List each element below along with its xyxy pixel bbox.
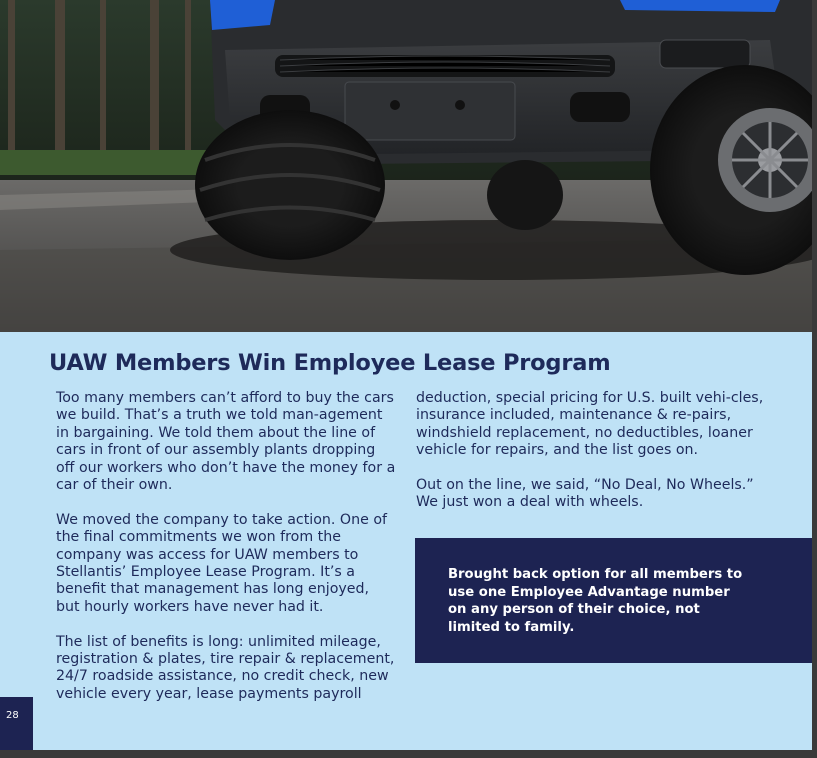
right-column <box>416 390 776 529</box>
callout-box <box>415 538 812 663</box>
paragraph: Too many members can’t afford to buy the cars we build. That’s a truth we told man-agement in bargaining. We told them about the line of cars in front of our assembly plants dropping off our workers who don’t have the money for a car of their own. <box>56 390 396 494</box>
page-number: 28 <box>6 710 19 721</box>
paragraph: Out on the line, we said, “No Deal, No Wheels.” We just won a deal with wheels. <box>416 477 754 511</box>
callout-text: Brought back option for all members to use one Employee Advantage number on any person of their choice, not limited to family. <box>448 567 743 635</box>
hero-photo-truck <box>0 0 812 332</box>
paragraph: We moved the company to take action. One of the final commitments we won from the company was access for UAW members to Stellantis’ Employee Lease Program. It’s a benefit that management has long enjoyed, but hourly workers have never had it. <box>56 511 387 615</box>
page-number-tab <box>0 697 33 750</box>
article-title: UAW Members Win Employee Lease Program <box>49 350 611 376</box>
paragraph: The list of benefits is long: unlimited mileage, registration & plates, tire repair & replacement, 24/7 roadside assistance, no credit check, new vehicle every year, lease payments payroll <box>56 633 395 702</box>
paragraph: deduction, special pricing for U.S. built vehi-cles, insurance included, maintenance & re-pairs, windshield replacement, no deductibles, loaner vehicle for repairs, and the list goes on. <box>416 390 764 459</box>
left-column <box>56 390 396 721</box>
